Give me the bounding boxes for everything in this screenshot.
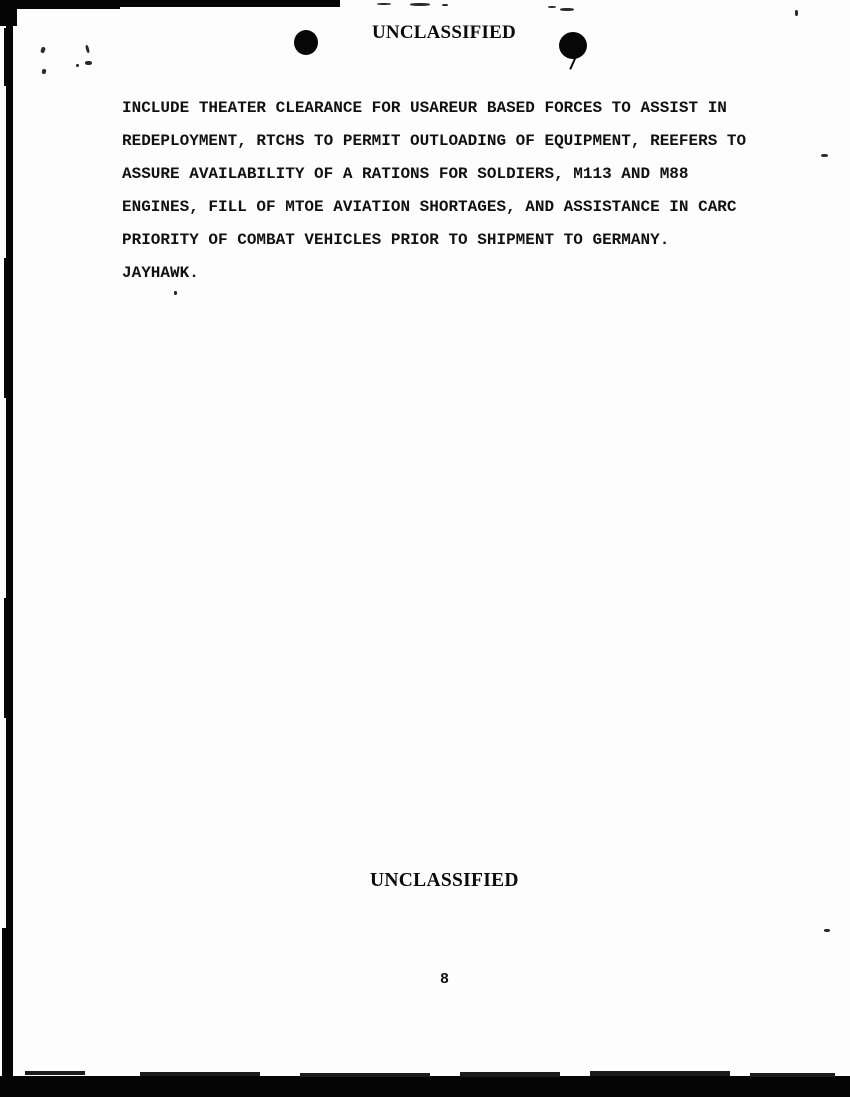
hole-punch-mark-left bbox=[294, 30, 318, 55]
scan-noise-dash bbox=[750, 1073, 835, 1077]
scan-edge-left bbox=[6, 0, 13, 1085]
footer-classification-stamp: UNCLASSIFIED bbox=[370, 870, 519, 891]
scan-edge-corner bbox=[0, 0, 17, 26]
header-classification-stamp: UNCLASSIFIED bbox=[372, 22, 516, 43]
page-number: 8 bbox=[440, 971, 450, 988]
scan-speck bbox=[548, 6, 556, 8]
scan-speck bbox=[76, 64, 79, 67]
scan-noise-dash bbox=[25, 1071, 85, 1075]
scan-speck bbox=[442, 4, 448, 6]
scan-noise-dash bbox=[140, 1072, 260, 1076]
scan-edge-left-patch bbox=[4, 598, 13, 718]
scan-speck bbox=[821, 154, 828, 157]
body-text-block bbox=[122, 92, 746, 290]
scan-speck bbox=[40, 46, 46, 53]
scan-speck bbox=[560, 8, 574, 11]
scan-speck bbox=[824, 929, 830, 932]
body-line: ENGINES, FILL OF MTOE AVIATION SHORTAGES, AND ASSISTANCE IN CARC bbox=[122, 198, 737, 216]
hole-punch-mark-right bbox=[559, 32, 587, 59]
body-line: REDEPLOYMENT, RTCHS TO PERMIT OUTLOADING OF EQUIPMENT, REEFERS TO bbox=[122, 132, 747, 150]
scan-speck bbox=[795, 10, 798, 16]
scan-edge-left-patch bbox=[4, 28, 13, 86]
scan-edge-top-patch bbox=[0, 0, 120, 9]
body-line: PRIORITY OF COMBAT VEHICLES PRIOR TO SHIPMENT TO GERMANY. bbox=[122, 231, 670, 249]
scan-speck bbox=[377, 3, 391, 5]
scan-speck bbox=[410, 3, 430, 6]
scan-noise-dash bbox=[300, 1073, 430, 1077]
scan-speck bbox=[85, 45, 90, 54]
body-line: INCLUDE THEATER CLEARANCE FOR USAREUR BASED FORCES TO ASSIST IN bbox=[122, 99, 727, 117]
scan-speck bbox=[41, 69, 46, 75]
scan-speck bbox=[174, 291, 177, 295]
scan-edge-bottom bbox=[0, 1076, 850, 1097]
body-line: ASSURE AVAILABILITY OF A RATIONS FOR SOLDIERS, M113 AND M88 bbox=[122, 165, 689, 183]
scan-noise-dash bbox=[460, 1072, 560, 1077]
body-line: JAYHAWK. bbox=[122, 264, 199, 282]
scan-edge-left-patch bbox=[2, 928, 13, 1085]
scan-noise-dash bbox=[590, 1071, 730, 1076]
scan-speck bbox=[85, 61, 92, 65]
scan-edge-left-patch bbox=[4, 258, 13, 398]
